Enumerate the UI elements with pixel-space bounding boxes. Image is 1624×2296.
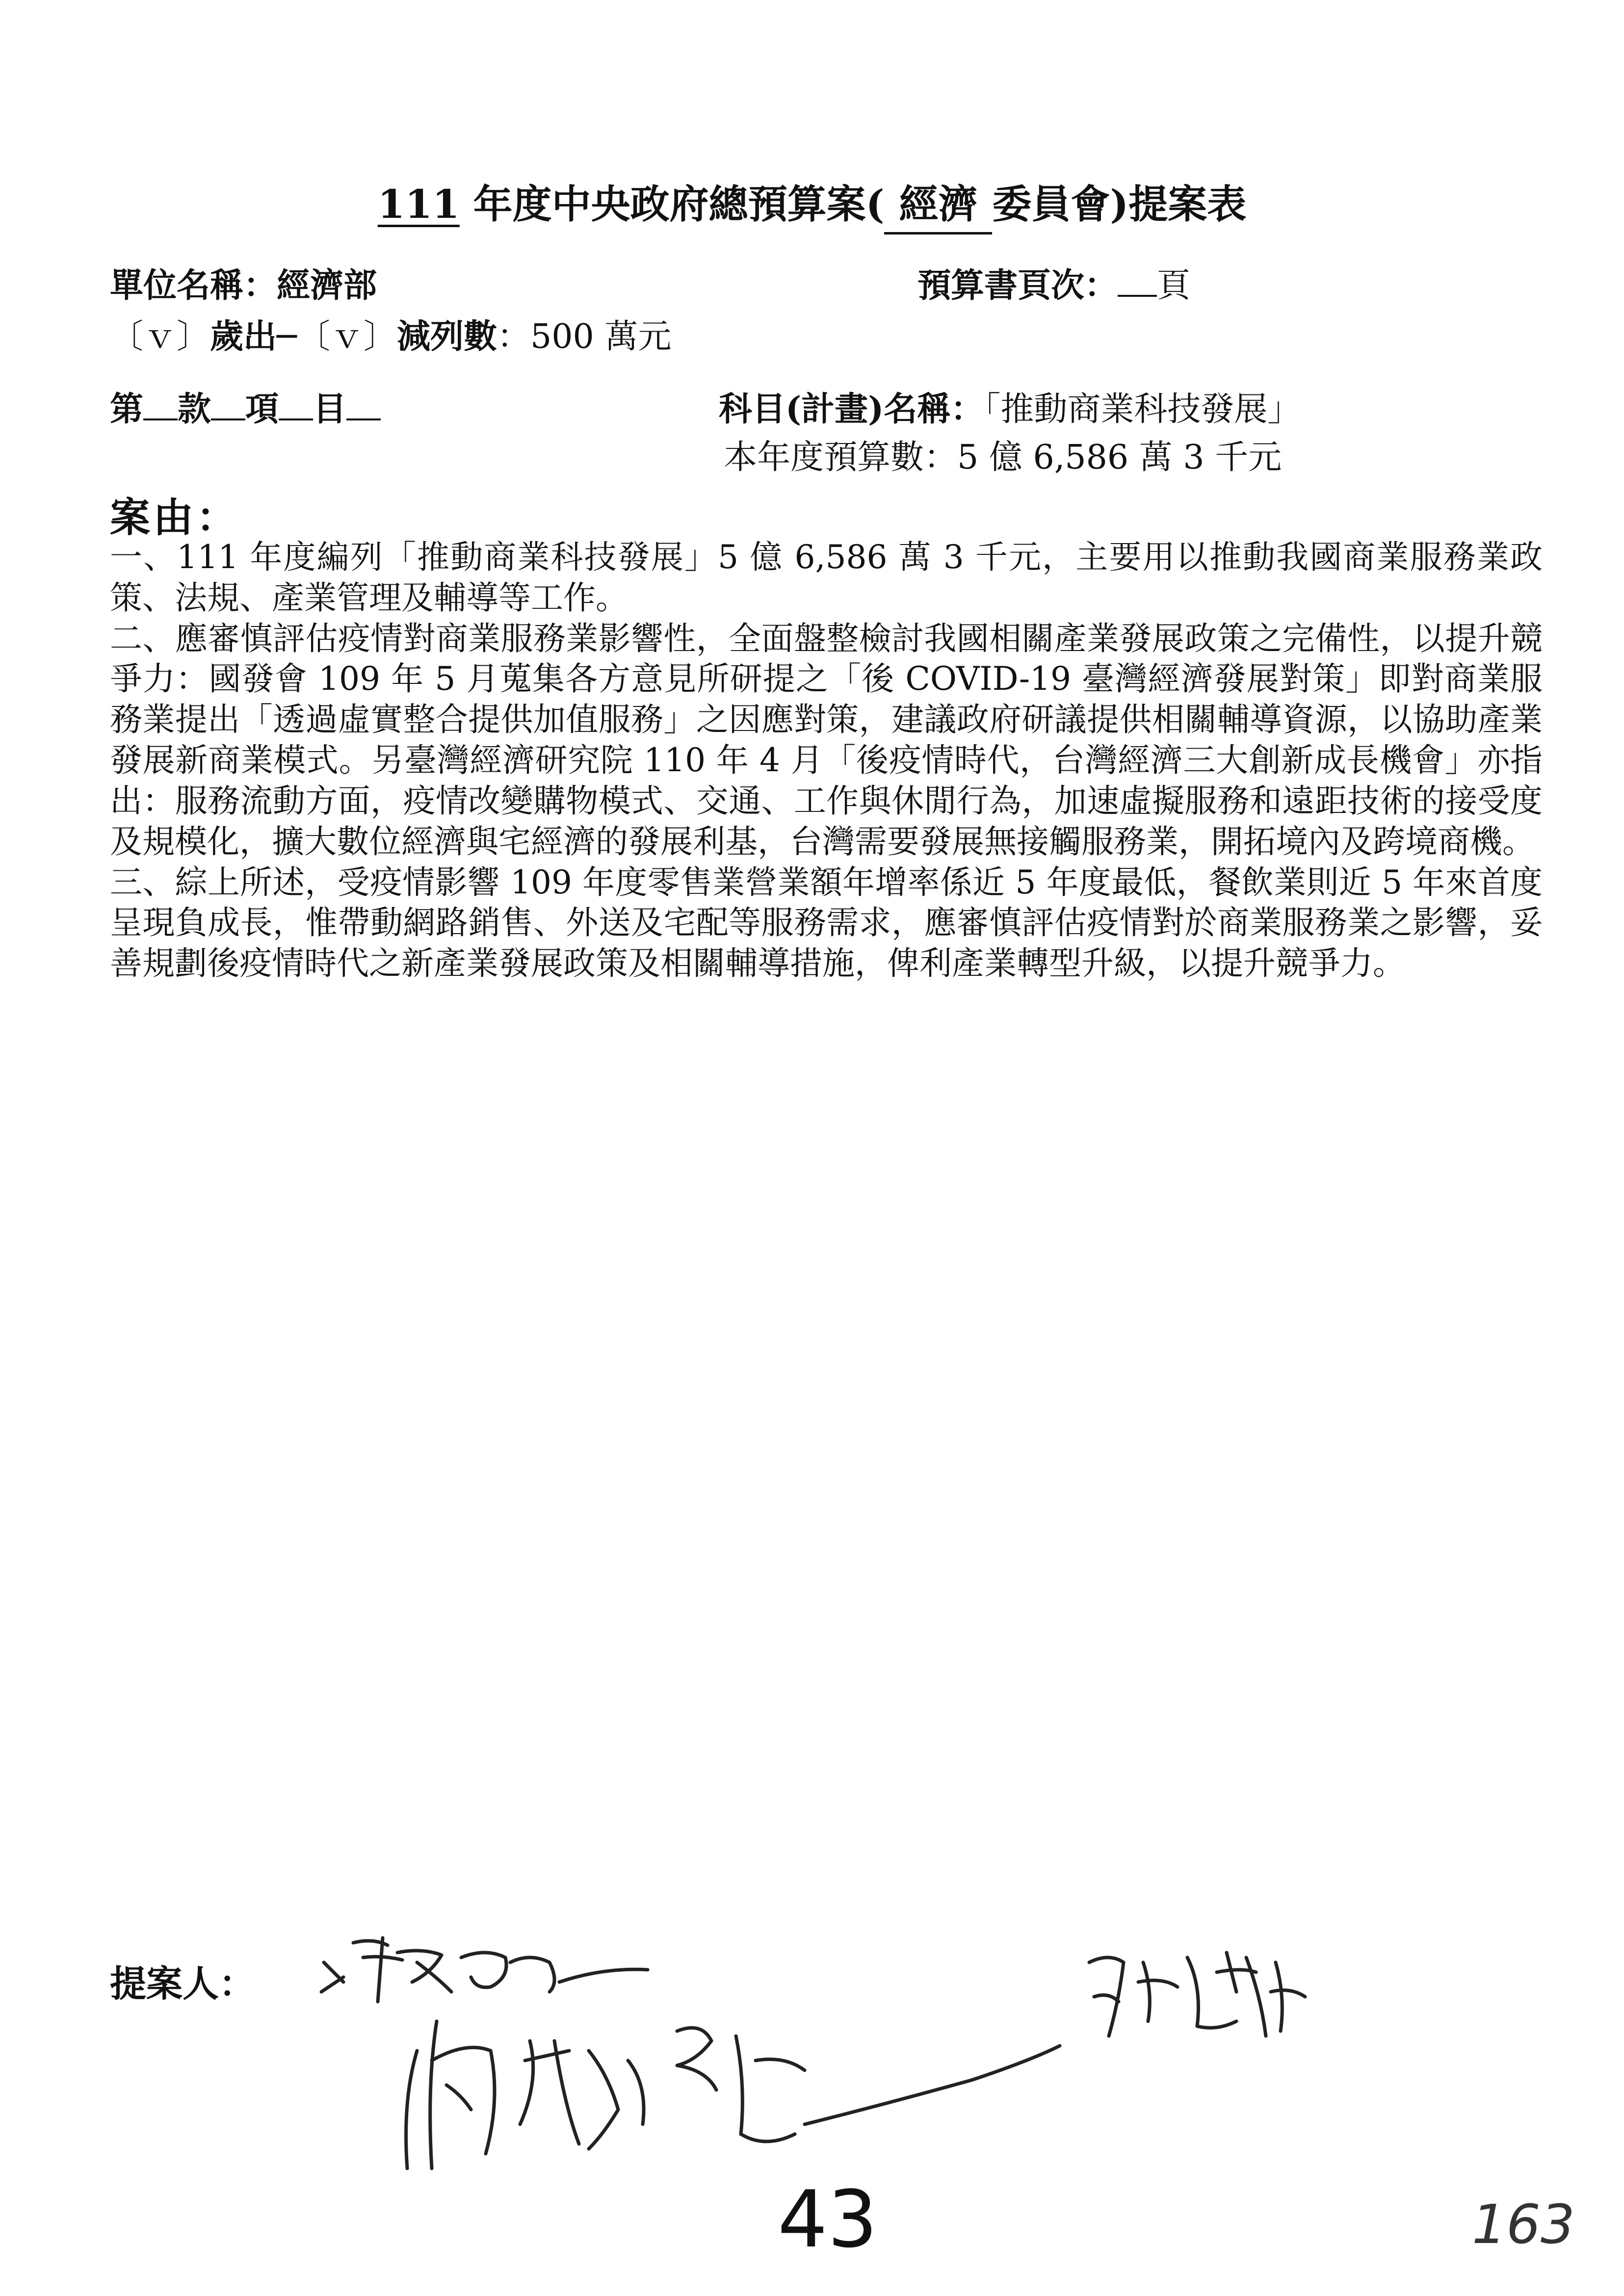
- subject-label: 科目(計畫)名稱：: [719, 390, 984, 429]
- title-part2: 委員會)提案表: [992, 181, 1247, 227]
- case-paragraph-1: 一、111 年度編列「推動商業科技發展」5 億 6,586 萬 3 千元，主要用以推動我國商業服務業政策、法規、產業管理及輔導等工作。: [110, 538, 1543, 617]
- unit-label: 單位名稱：: [110, 266, 277, 305]
- proposer-label: 提案人：: [110, 1963, 255, 2005]
- expenditure-label-2: 減列數: [396, 317, 497, 356]
- title-committee: 經濟: [884, 173, 992, 235]
- budget-page-label: 預算書頁次：: [917, 266, 1118, 305]
- expenditure-value: ：500 萬元: [497, 317, 672, 356]
- budget-page-suffix: 頁: [1157, 266, 1191, 305]
- case-heading: 案由：: [110, 494, 240, 541]
- class-kuan: 款: [178, 390, 211, 429]
- expenditure-checkbox-2: 〔ｖ〕: [296, 317, 397, 356]
- class-xiang: 項: [245, 390, 279, 429]
- signature-1: [321, 1938, 648, 2002]
- class-mu: 目: [313, 390, 347, 429]
- corner-number: 163: [1472, 2193, 1575, 2256]
- subject-value: 「推動商業科技發展」: [984, 390, 1301, 429]
- title-year: 111: [377, 181, 460, 227]
- title-part1: 年度中央政府總預算案(: [459, 181, 885, 227]
- expenditure-checkbox-1: 〔ｖ〕: [110, 317, 210, 356]
- annual-budget: 本年度預算數：5 億 6,586 萬 3 千元: [724, 438, 1282, 477]
- signature-2: [406, 2021, 1060, 2168]
- expenditure-label-1: 歲出─: [210, 317, 297, 356]
- class-di: 第: [110, 390, 144, 429]
- page-number: 43: [778, 2173, 878, 2265]
- signature-3: [1089, 1953, 1305, 2036]
- case-paragraph-2: 二、應審慎評估疫情對商業服務業影響性，全面盤整檢討我國相關產業發展政策之完備性，以提升競爭力：國發會 109 年 5 月蒐集各方意見所研提之「後 COVID-19 臺灣經濟發展對策」即對商業服務業提出「透過虛實整合提供加值服務」之因應對策，建議政府研議提供相關輔導資源，以協助產業發展新商業模式。另臺灣經濟研究院 110 年 4 月「後疫情時代，台灣經濟三大創新成長機會」亦指出：服務流動方面，疫情改變購物模式、交通、工作與休閒行為，加速虛擬服務和遠距技術的接受度及規模化，擴大數位經濟與宅經濟的發展利基，台灣需要發展無接觸服務業，開拓境內及跨境商機。: [110, 619, 1543, 861]
- case-paragraph-3: 三、綜上所述，受疫情影響 109 年度零售業營業額年增率係近 5 年度最低，餐飲業則近 5 年來首度呈現負成長，惟帶動網路銷售、外送及宅配等服務需求，應審慎評估疫情對於商業服務業之影響，妥善規劃後疫情時代之新產業發展政策及相關輔導措施，俾利產業轉型升級，以提升競爭力。: [110, 863, 1543, 983]
- unit-value: 經濟部: [277, 266, 377, 305]
